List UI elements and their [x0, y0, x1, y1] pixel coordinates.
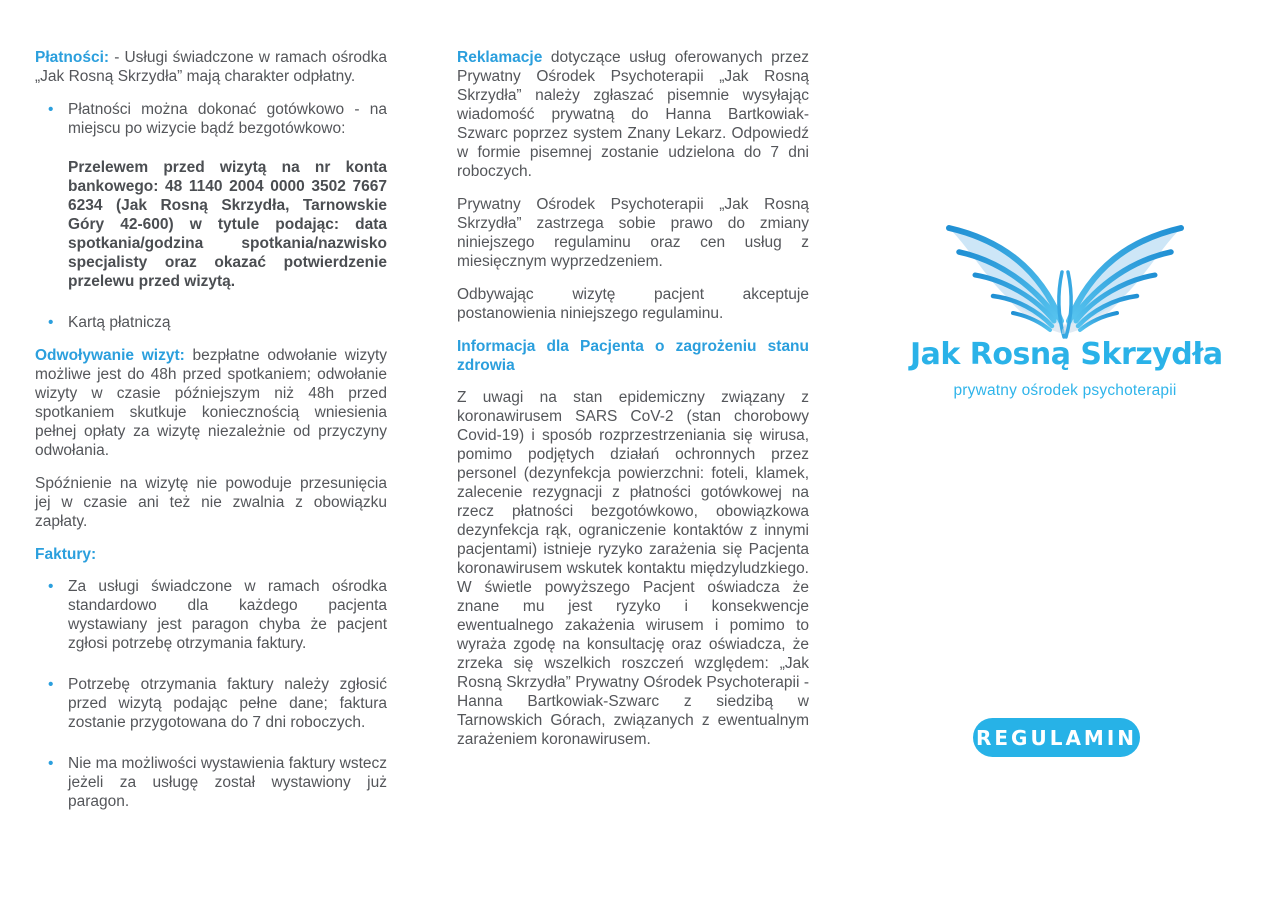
bullet-invoice-request — [48, 675, 387, 732]
bullet-icon: • — [48, 676, 54, 693]
bullet-payment-methods-text: Płatności można dokonać gotówkowo - na miejscu po wizycie bądź bezgotówkowo: — [68, 101, 387, 137]
payments-intro-text: - Usługi świadczone w ramach ośrodka „Jak Rosną Skrzydła” mają charakter odpłatny. — [35, 49, 387, 85]
logo-title: Jak Rosną Skrzydła — [910, 337, 1223, 372]
complaints-text: dotyczące usług oferowanych przez Prywatny Ośrodek Psychoterapii „Jak Rosną Skrzydła” należy zgłaszać pisemnie wysyłając wiadomość prywatną do Hanna Bartkowiak-Szwarc poprzez system Znany Lekarz. Odpowiedź w formie pisemnej zostanie udzielona do 7 dni roboczych. — [457, 49, 809, 180]
complaints-heading: Reklamacje — [457, 49, 543, 66]
bullet-invoice-retroactive — [48, 754, 387, 811]
regulamin-badge: REGULAMIN — [973, 718, 1140, 757]
bullet-invoice-retroactive-text: Nie ma możliwości wystawienia faktury wstecz jeżeli za usługę został wystawiony już paragon. — [68, 755, 387, 810]
bullet-payment-methods — [48, 100, 387, 138]
health-info-heading: Informacja dla Pacjenta o zagrożeniu stanu zdrowia — [457, 338, 809, 374]
bullet-icon: • — [48, 755, 54, 772]
cancellation-heading: Odwoływanie wizyt: — [35, 347, 185, 364]
wings-icon — [935, 200, 1195, 340]
payments-intro-paragraph — [35, 48, 387, 86]
bullet-card-payment-text: Kartą płatniczą — [68, 314, 171, 331]
logo-subtitle: prywatny ośrodek psychoterapii — [953, 382, 1177, 399]
lateness-paragraph: Spóźnienie na wizytę nie powoduje przesunięcia jej w czasie ani też nie zwalnia z obowiązku zapłaty. — [35, 475, 387, 530]
bullet-icon: • — [48, 314, 54, 331]
cancellation-paragraph — [35, 346, 387, 460]
bank-transfer-details: Przelewem przed wizytą na nr konta bankowego: 48 1140 2004 0000 3502 7667 6234 (Jak Rosną Skrzydła, Tarnowskie Góry 42-600) w tytule podając: data spotkania/godzina spotkania/nazwisko specjalisty oraz okazać potwierdzenie przelewu przed wizytą. — [68, 159, 387, 290]
complaints-paragraph — [457, 48, 809, 181]
branding-column — [910, 0, 1223, 905]
bullet-invoice-default — [48, 577, 387, 653]
payments-column — [35, 48, 387, 825]
cancellation-text: bezpłatne odwołanie wizyty możliwe jest do 48h przed spotkaniem; odwołanie wizyty w czasie późniejszym niż 48h przed spotkaniem skutkuje koniecznością wniesienia pełnej opłaty za wizytę niezależnie od przyczyny odwołania. — [35, 347, 387, 459]
bullet-card-payment — [48, 313, 387, 332]
bullet-invoice-request-text: Potrzebę otrzymania faktury należy zgłosić przed wizytą podając pełne dane; faktura zostanie przygotowana do 7 dni roboczych. — [68, 676, 387, 731]
terms-change-paragraph: Prywatny Ośrodek Psychoterapii „Jak Rosną Skrzydła” zastrzega sobie prawo do zmiany niniejszego regulaminu oraz cen usług z miesięcznym wyprzedzeniem. — [457, 196, 809, 270]
bullet-icon: • — [48, 101, 54, 118]
covid-paragraph: Z uwagi na stan epidemiczny związany z koronawirusem SARS CoV-2 (stan chorobowy Covid-19) i sposób rozprzestrzeniania się wirusa, pomimo podjętych działań ochronnych przez personel (dezynfekcja powierzchni: foteli, klamek, zalecenie rezygnacji z płatności gotówkowej na rzecz płatności bezgotówkowo, obowiązkowa dezynfekcja rąk, ograniczenie kontaktów z innymi pacjentami) istnieje ryzyko zarażenia się Pacjenta koronawirusem wskutek kontaktu międzyludzkiego. W świetle powyższego Pacjent oświadcza że znane mu jest ryzyko i konsekwencje ewentualnego zakażenia wirusem i pomimo to wyraża zgodę na konsultację oraz oświadcza, że zrzeka się wszelkich roszczeń względem: „Jak Rosną Skrzydła” Prywatny Ośrodek Psychoterapii - Hanna Bartkowiak-Szwarc z siedzibą w Tarnowskich Górach, związanych z ewentualnym zarażeniem koronawirusem. — [457, 389, 809, 748]
acceptance-paragraph: Odbywając wizytę pacjent akceptuje postanowienia niniejszego regulaminu. — [457, 286, 809, 322]
invoices-heading: Faktury: — [35, 546, 97, 563]
payments-heading: Płatności: — [35, 49, 110, 66]
bullet-icon: • — [48, 578, 54, 595]
complaints-column — [457, 48, 809, 763]
bullet-invoice-default-text: Za usługi świadczone w ramach ośrodka standardowo dla każdego pacjenta wystawiany jest paragon chyba że pacjent zgłosi potrzebę otrzymania faktury. — [68, 578, 387, 652]
